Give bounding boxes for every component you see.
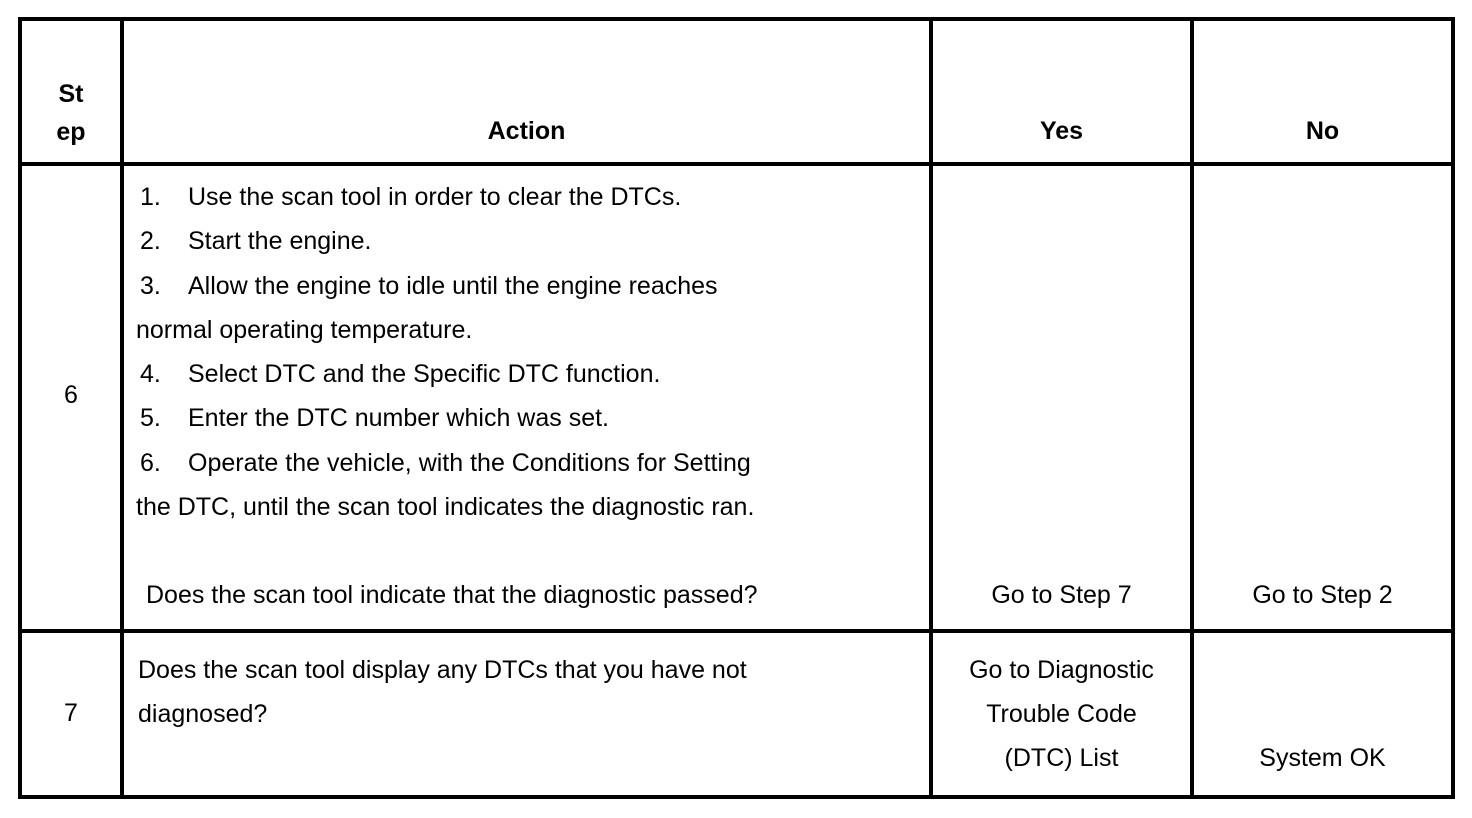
header-action: Action xyxy=(487,117,566,145)
action-step-continuation: normal operating temperature. xyxy=(136,315,473,344)
step-number-7: 7 xyxy=(64,699,78,727)
row7-yes-line2: Trouble Code xyxy=(986,700,1137,728)
row7-yes-line1: Go to Diagnostic xyxy=(969,656,1154,684)
header-step xyxy=(22,75,120,151)
table-border-right xyxy=(1451,17,1455,799)
row7-no-result: System OK xyxy=(1259,744,1386,772)
row-divider xyxy=(18,629,1455,633)
action-step-item: 6. Operate the vehicle, with the Conditions for Setting xyxy=(140,448,751,477)
row7-question-line2: diagnosed? xyxy=(138,700,268,728)
action-step-item: 5. Enter the DTC number which was set. xyxy=(140,404,609,433)
header-divider xyxy=(18,162,1455,166)
row7-yes-line3: (DTC) List xyxy=(1004,744,1119,772)
row6-yes-result: Go to Step 7 xyxy=(991,581,1132,609)
row7-question-line1: Does the scan tool display any DTCs that you have not xyxy=(138,656,747,684)
header-no: No xyxy=(1305,117,1340,145)
header-step-line2: ep xyxy=(56,118,86,146)
action-step-item: 2. Start the engine. xyxy=(140,227,372,256)
action-step-item: 1. Use the scan tool in order to clear the DTCs. xyxy=(140,183,682,211)
diagnostic-table xyxy=(18,17,1455,799)
action-step-item: 4. Select DTC and the Specific DTC function. xyxy=(140,360,661,389)
action-steps-list xyxy=(138,175,754,529)
row6-question: Does the scan tool indicate that the diagnostic passed? xyxy=(146,581,758,609)
row6-no-result: Go to Step 2 xyxy=(1252,581,1393,609)
table-border-bottom xyxy=(18,795,1455,799)
header-yes: Yes xyxy=(1039,117,1084,145)
action-step-continuation: the DTC, until the scan tool indicates the diagnostic ran. xyxy=(136,493,755,522)
action-step-item: 3. Allow the engine to idle until the engine reaches xyxy=(140,271,718,300)
header-step-line1: St xyxy=(58,80,84,108)
table-border-top xyxy=(18,17,1455,21)
step-number-6: 6 xyxy=(64,381,78,409)
